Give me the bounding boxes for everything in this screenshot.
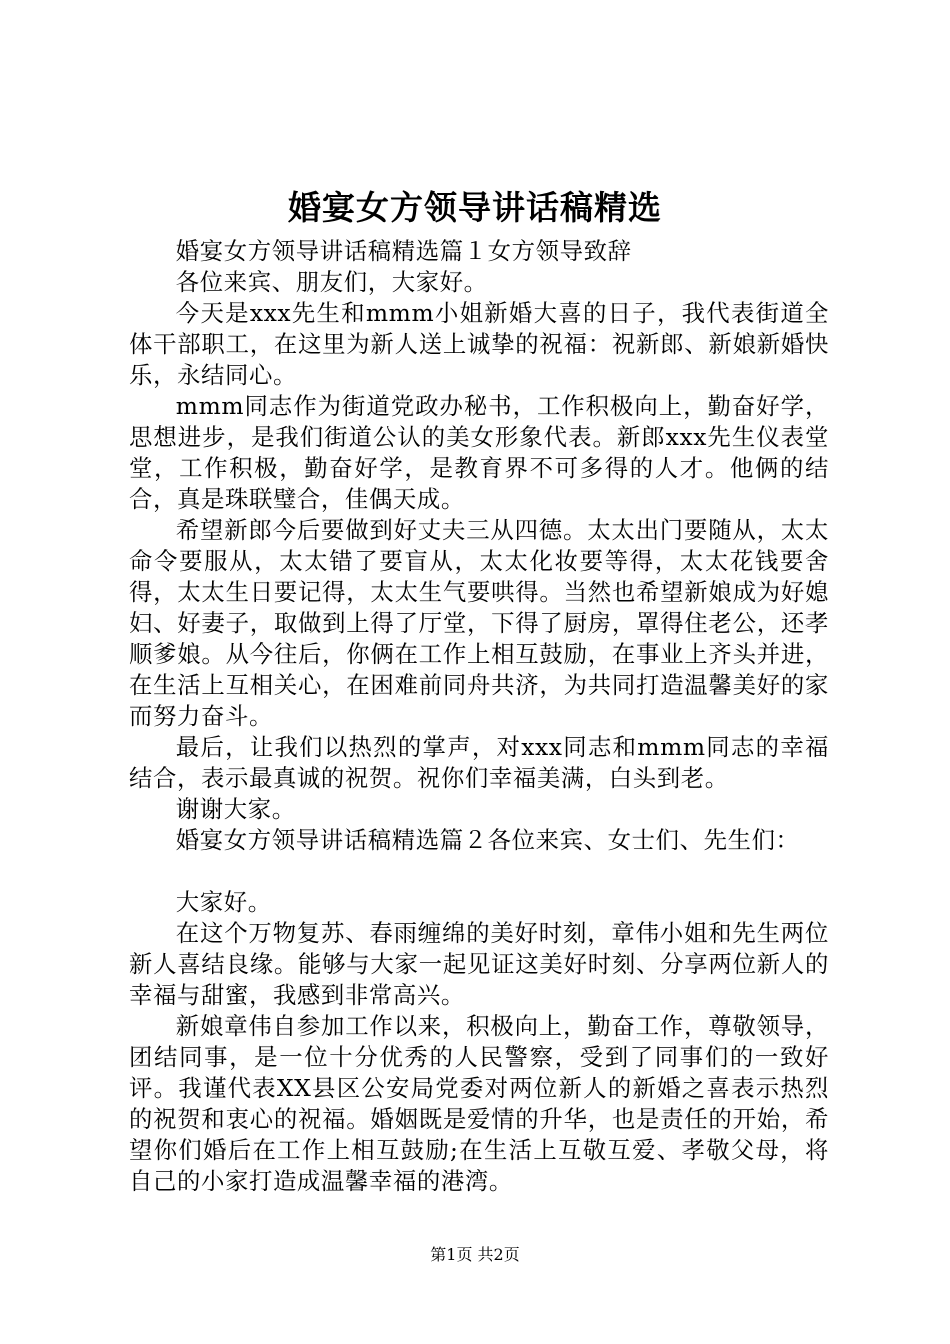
paragraph: 婚宴女方领导讲话稿精选篇１女方领导致辞 <box>175 237 632 265</box>
paragraph: 谢谢大家。 <box>175 795 296 823</box>
paragraph: 最后，让我们以热烈的掌声，对xxx同志和mmm同志的幸福结合，表示最真诚的祝贺。祝你们幸福美满，白头到老。 <box>129 733 829 792</box>
paragraph: mmm同志作为街道党政办秘书，工作积极向上，勤奋好学，思想进步，是我们街道公认的美女形象代表。新郎xxx先生仪表堂堂，工作积极，勤奋好学，是教育界不可多得的人才。他俩的结合，真是珠联璧合，佳偶天成。 <box>129 392 829 513</box>
paragraph: 各位来宾、朋友们，大家好。 <box>175 268 488 296</box>
page-footer: 第1页 共2页 <box>430 1245 520 1264</box>
paragraph: 希望新郎今后要做到好丈夫三从四德。太太出门要随从，太太命令要服从，太太错了要盲从，太太化妆要等得，太太花钱要舍得，太太生日要记得，太太生气要哄得。当然也希望新娘成为好媳妇、好妻子，取做到上得了厅堂，下得了厨房，罩得住老公，还孝顺爹娘。从今往后，你俩在工作上相互鼓励，在事业上齐头并进，在生活上互相关心，在困难前同舟共济，为共同打造温馨美好的家而努力奋斗。 <box>129 516 829 730</box>
paragraph: 婚宴女方领导讲话稿精选篇２各位来宾、女士们、先生们： <box>175 826 800 854</box>
paragraph: 大家好。 <box>175 888 272 916</box>
paragraph: 在这个万物复苏、春雨缠绵的美好时刻，章伟小姐和先生两位新人喜结良缘。能够与大家一起见证这美好时刻、分享两位新人的幸福与甜蜜，我感到非常高兴。 <box>129 919 829 1009</box>
paragraph: 今天是xxx先生和mmm小姐新婚大喜的日子，我代表街道全体干部职工，在这里为新人送上诚挚的祝福：祝新郎、新娘新婚快乐，永结同心。 <box>129 299 829 389</box>
paragraph-spacer <box>129 856 829 887</box>
document-title: 婚宴女方领导讲话稿精选 <box>288 188 662 227</box>
document-body <box>129 236 829 1197</box>
paragraph: 新娘章伟自参加工作以来，积极向上，勤奋工作，尊敬领导，团结同事，是一位十分优秀的人民警察，受到了同事们的一致好评。我谨代表XX县区公安局党委对两位新人的新婚之喜表示热烈的祝贺和衷心的祝福。婚姻既是爱情的升华，也是责任的开始，希望你们婚后在工作上相互鼓励;在生活上互敬互爱、孝敬父母，将自己的小家打造成温馨幸福的港湾。 <box>129 1012 829 1195</box>
